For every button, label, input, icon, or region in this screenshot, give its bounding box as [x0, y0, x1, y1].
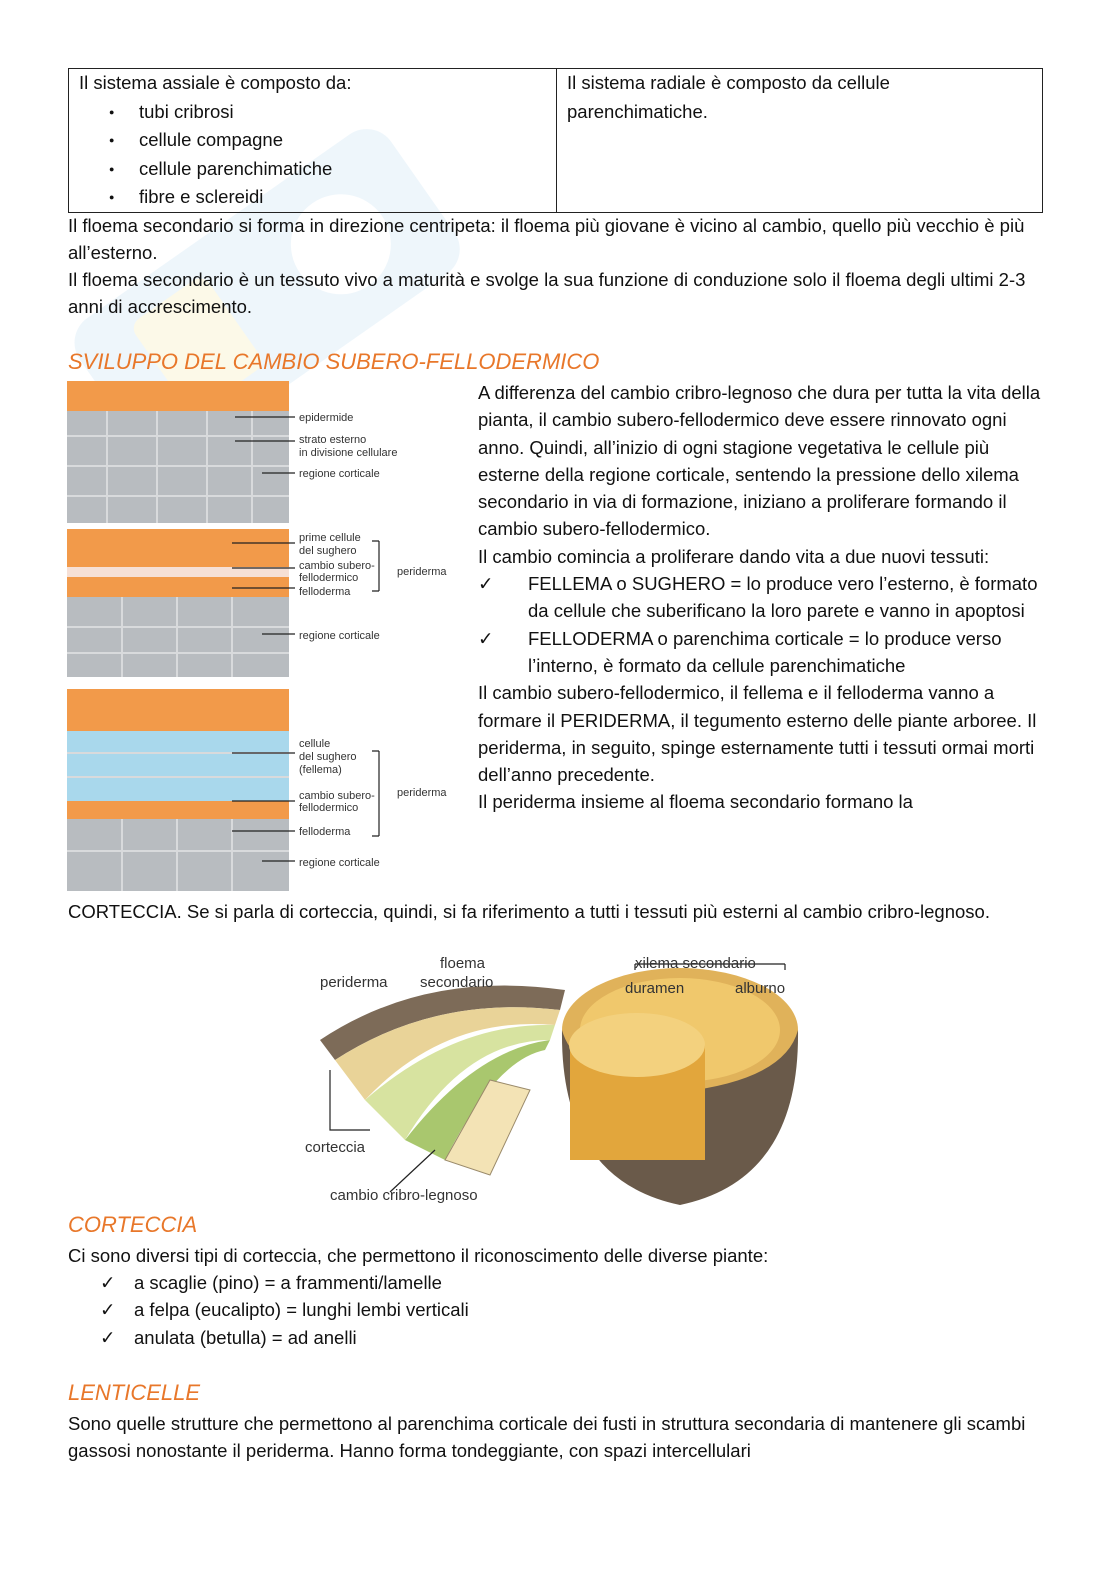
section-heading-corteccia: CORTECCIA — [68, 1212, 198, 1237]
list-item: ● fibre e sclereidi — [139, 183, 546, 212]
fig2-label: alburno — [735, 980, 786, 997]
fig1-label: regione corticale — [299, 468, 380, 480]
fig1-label: felloderma — [299, 586, 351, 598]
sviluppo-paragraph-2: Il cambio comincia a proliferare dando vita a due nuovi tessuti: — [478, 545, 990, 567]
fig1-label: in divisione cellulare — [299, 447, 398, 459]
stem-section-figure — [305, 950, 805, 1208]
intro-paragraph-2: Il floema secondario è un tessuto vivo a maturità e svolge la sua funzione di conduzione solo il floema degli ultimi 2-3 anni di accrescimento. — [68, 269, 1026, 318]
axial-intro: Il sistema assiale è composto da: — [79, 72, 352, 93]
list-item: ● cellule parenchimatiche — [139, 155, 546, 184]
fig1-label: felloderma — [299, 826, 351, 838]
checkmark-icon: ✓ — [100, 1326, 116, 1348]
fig1-label: cambio subero- — [299, 790, 375, 802]
list-item: ✓ a scaglie (pino) = a frammenti/lamelle — [100, 1269, 469, 1296]
fig1-label: del sughero — [299, 751, 357, 763]
fig2-label: xilema secondario — [635, 955, 756, 972]
lenticelle-paragraph: Sono quelle strutture che permettono al parenchima corticale dei fusti in struttura secondaria di mantenere gli scambi gassosi nonostante il periderma. Hanno forma tondeggiante, con spazi intercellulari — [68, 1413, 1026, 1462]
radial-system-cell — [557, 69, 1043, 213]
fig1-label: prime cellule — [299, 532, 361, 544]
list-item: ✓ anulata (betulla) = ad anelli — [100, 1324, 469, 1351]
sviluppo-paragraph-3: Il cambio subero-fellodermico, il fellema e il felloderma vanno a formare il PERIDERMA, il tegumento esterno delle piante arboree. Il periderma, in seguito, spinge esternamente tutti i tessuti ormai morti dell’anno precedente. — [478, 682, 1037, 786]
corteccia-paragraph: Ci sono diversi tipi di corteccia, che permettono il riconoscimento delle diverse piante: — [68, 1245, 769, 1266]
fig1-label: fellodermico — [299, 802, 359, 814]
fig1-label: periderma — [397, 566, 447, 578]
fig2-label: floema — [440, 955, 486, 972]
fig1-label: (fellema) — [299, 764, 342, 776]
felloderma-text: FELLODERMA o parenchima corticale = lo produce verso l’interno, è formato da cellule parenchimatiche — [528, 627, 1002, 676]
periderm-development-figure — [67, 381, 467, 891]
checkmark-icon: ✓ — [478, 573, 494, 595]
sviluppo-paragraph-1: A differenza del cambio cribro-legnoso che dura per tutta la vita della pianta, il cambio subero-fellodermico deve essere rinnovato ogni anno. Quindi, all’inizio di ogni stagione vegetativa le cellule più esterne della regione corticale, sentendo la pressione dello xilema secondario in via di formazione, iniziano a proliferare formando il cambio subero-fellodermico. — [478, 382, 1041, 540]
fig1-label: strato esterno — [299, 434, 367, 446]
fig1-label: periderma — [397, 787, 447, 799]
section-heading-lenticelle: LENTICELLE — [68, 1380, 201, 1405]
fig1-label: cambio subero- — [299, 560, 375, 572]
fellema-text: FELLEMA o SUGHERO = lo produce vero l’esterno, è formato da cellule che suberificano la loro parete e vanno in apoptosi — [528, 573, 1038, 622]
fig1-label: regione corticale — [299, 857, 380, 869]
intro-paragraph-1: Il floema secondario si forma in direzione centripeta: il floema più giovane è vicino al cambio, quello più vecchio è più all’esterno. — [68, 215, 1025, 264]
list-item: ● tubi cribrosi — [139, 98, 546, 127]
axial-list — [79, 98, 546, 212]
fig1-label: epidermide — [299, 412, 354, 424]
fig2-label: secondario — [420, 974, 494, 991]
fig2-label: periderma — [320, 974, 388, 991]
fig1-label: regione corticale — [299, 630, 380, 642]
sviluppo-text-column — [478, 379, 1048, 816]
radial-text: Il sistema radiale è composto da cellule parenchimatiche. — [567, 72, 890, 122]
fig1-label: fellodermico — [299, 572, 359, 584]
fig2-label: corteccia — [305, 1139, 366, 1156]
checkmark-icon: ✓ — [100, 1299, 116, 1321]
list-item: ● cellule compagne — [139, 126, 546, 155]
sviluppo-paragraph-4a: Il periderma insieme al floema secondario formano la — [478, 791, 913, 813]
list-item: ✓ a felpa (eucalipto) = lunghi lembi verticali — [100, 1296, 469, 1323]
fig2-label: cambio cribro-legnoso — [330, 1187, 478, 1204]
sviluppo-paragraph-4b: CORTECCIA. Se si parla di corteccia, quindi, si fa riferimento a tutti i tessuti più esterni al cambio cribro-legnoso. — [68, 901, 990, 922]
felloderma-item — [478, 625, 1048, 680]
fig1-label: cellule — [299, 738, 331, 750]
section-heading-sviluppo: SVILUPPO DEL CAMBIO SUBERO-FELLODERMICO — [68, 349, 600, 374]
fig1-label: del sughero — [299, 545, 357, 557]
fig2-label: duramen — [625, 980, 685, 997]
fellema-item — [478, 570, 1048, 625]
systems-table — [68, 68, 1043, 213]
bark-types-list — [100, 1269, 469, 1351]
checkmark-icon: ✓ — [100, 1272, 116, 1293]
checkmark-icon: ✓ — [478, 627, 494, 649]
axial-system-cell — [69, 69, 557, 213]
